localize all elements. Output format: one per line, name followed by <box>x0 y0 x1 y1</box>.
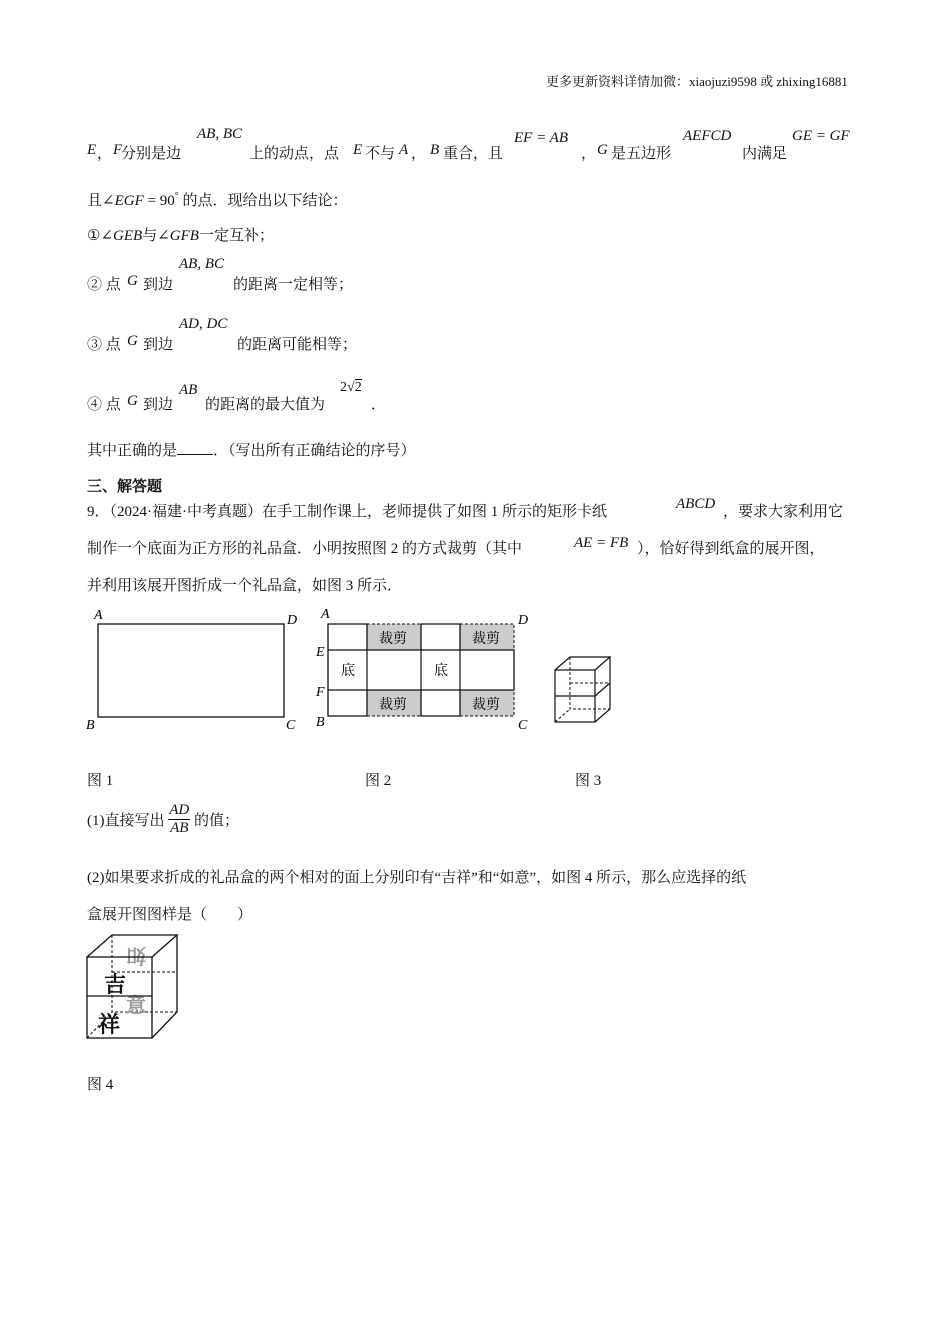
p8-l1-math3: AEFCD <box>683 128 732 144</box>
p9-q1-b: 的值； <box>194 813 240 829</box>
p8-l1-a: E <box>87 142 97 158</box>
p8-l1-g: 不与 <box>365 146 396 162</box>
p8-l1-h: A <box>399 142 409 158</box>
p8-line1 <box>87 126 867 162</box>
c1-d: GFB <box>169 228 199 244</box>
p8-l2-b: EGF <box>114 193 144 209</box>
p9-l2-b: ），恰好得到纸盒的展开图， <box>637 541 825 557</box>
p8-l1-c: F <box>113 142 123 158</box>
fig2-label-a: A <box>321 607 330 622</box>
fraction-denominator: AB <box>170 820 189 836</box>
c4-val-coef: 2 <box>340 380 347 395</box>
c1-b: GEB <box>113 228 143 244</box>
conclusion-2 <box>87 256 487 292</box>
ans-a: 其中正确的是 <box>87 443 178 459</box>
fig1-label-c: C <box>286 718 296 732</box>
p8-l1-math4: GE = GF <box>792 128 850 144</box>
p9-l1-a: 9．（2024·福建·中考真题）在手工制作课上，老师提供了如图 1 所示的矩形卡纸 <box>87 504 607 520</box>
p8-l1-math2: EF = AB <box>514 130 569 146</box>
c3-c: 到边 <box>143 337 174 353</box>
c3-d: 的距离可能相等； <box>237 337 358 353</box>
section-title: 三、解答题 <box>87 479 163 495</box>
p8-l1-i: ， <box>411 146 427 162</box>
p8-l1-n: 是五边形 <box>611 146 672 162</box>
c1-a: ①∠ <box>87 228 114 244</box>
p9-l2-math: AE = FB <box>574 535 629 551</box>
fig3-caption: 图 3 <box>575 773 602 789</box>
fig2-cut-3: 裁剪 <box>379 698 407 713</box>
conclusion-1 <box>87 224 274 245</box>
ans-b: ．（写出所有正确结论的序号） <box>213 443 416 459</box>
fig3-right-midline <box>595 683 610 696</box>
fig4-right-face <box>152 935 177 1038</box>
p8-l1-math1: AB, BC <box>197 126 242 142</box>
fig2-label-c: C <box>518 718 528 732</box>
fig3-top-face <box>555 657 610 670</box>
p8-line2 <box>87 189 347 210</box>
c1-e: 一定互补； <box>198 228 274 244</box>
fig2-label-d: D <box>518 613 529 628</box>
fig1-label-a: A <box>94 608 103 623</box>
p8-l1-m: G <box>597 142 608 158</box>
p8-l1-l: ， <box>581 146 597 162</box>
fig4-caption: 图 4 <box>87 1077 114 1093</box>
p8-l2-c: = 90 <box>143 193 175 209</box>
c2-b: G <box>127 273 138 289</box>
fig4-char-ji: 吉 <box>104 972 127 997</box>
fig2-label-b: B <box>316 715 325 730</box>
c2-c: 到边 <box>143 277 174 293</box>
c4-e: ． <box>371 397 387 413</box>
c4-math: AB <box>179 382 198 398</box>
c4-a: ④ 点 <box>87 397 121 413</box>
p8-l1-k: 重合，且 <box>443 146 504 162</box>
p8-l2-a: 且∠ <box>87 193 115 209</box>
c3-math: AD, DC <box>179 316 228 332</box>
fig2-base-1: 底 <box>341 664 355 679</box>
p8-l1-o: 内满足 <box>742 146 788 162</box>
c3-b: G <box>127 333 138 349</box>
fig4-char-xiang: 祥 <box>98 1012 121 1037</box>
p8-l1-d: 分别是边 <box>121 146 182 162</box>
p8-l1-e: 上的动点，点 <box>249 146 340 162</box>
p9-l2-a: 制作一个底面为正方形的礼品盒．小明按照图 2 的方式裁剪（其中 <box>87 541 523 557</box>
answer-line <box>87 439 416 460</box>
fig2-base-2: 底 <box>434 664 448 679</box>
c1-c: 与∠ <box>142 228 170 244</box>
fig2-cut-1: 裁剪 <box>379 632 407 647</box>
p8-l1-j: B <box>430 142 440 158</box>
c4-value <box>340 380 362 396</box>
fig4-char-ru: 如 <box>126 944 146 966</box>
p8-l1-f: E <box>353 142 363 158</box>
c4-d: 的距离的最大值为 <box>205 397 326 413</box>
p9-q1-a: (1)直接写出 <box>87 813 165 829</box>
c2-math: AB, BC <box>179 256 224 272</box>
fig1-caption: 图 1 <box>87 773 114 789</box>
p9-line3: 并利用该展开图折成一个礼品盒，如图 3 所示． <box>87 578 403 594</box>
p9-l1-math: ABCD <box>676 496 716 512</box>
conclusion-3 <box>87 316 487 352</box>
fraction-ad-ab <box>168 802 190 837</box>
fig2-cut-4: 裁剪 <box>472 698 500 713</box>
figure-3 <box>550 650 620 730</box>
c4-b: G <box>127 393 138 409</box>
p8-l1-b: ， <box>97 146 113 162</box>
figure-4 <box>84 932 184 1044</box>
p9-line2 <box>87 533 877 561</box>
fig2-label-f: F <box>316 685 325 700</box>
answer-blank[interactable] <box>177 442 213 455</box>
p9-line1 <box>87 496 877 524</box>
c4-val-radicand: 2 <box>354 380 362 395</box>
sqrt-sign: √ <box>347 380 355 395</box>
c2-a: ② 点 <box>87 277 121 293</box>
figure-2 <box>312 602 536 732</box>
fig2-caption: 图 2 <box>365 773 392 789</box>
p9-q2-line1: (2)如果要求折成的礼品盒的两个相对的面上分别印有“吉祥”和“如意”，如图 4 所示，那么应选择的纸 <box>87 870 747 886</box>
fraction-numerator: AD <box>169 802 190 818</box>
p9-q1 <box>87 802 239 846</box>
p9-q2-line2: 盒展开图图样是（ ） <box>87 907 253 923</box>
fig2-label-e: E <box>316 645 325 660</box>
c2-d: 的距离一定相等； <box>233 277 354 293</box>
fig1-label-b: B <box>86 718 95 732</box>
fig2-cut-2: 裁剪 <box>472 632 500 647</box>
conclusion-4 <box>87 376 487 412</box>
c4-c: 到边 <box>143 397 174 413</box>
header-note: 更多更新资料详情加微：xiaojuzi9598 或 zhixing16881 <box>546 74 848 89</box>
c3-a: ③ 点 <box>87 337 121 353</box>
fig1-label-d: D <box>287 613 298 628</box>
p8-l2-d: 的点．现给出以下结论： <box>182 193 348 209</box>
p8-l2-sup: ° <box>174 191 179 202</box>
fig4-char-yi: 意 <box>126 995 146 1017</box>
figure-1 <box>86 602 306 732</box>
fig1-rectangle <box>98 624 284 717</box>
p9-l1-b: ，要求大家利用它 <box>723 504 844 520</box>
